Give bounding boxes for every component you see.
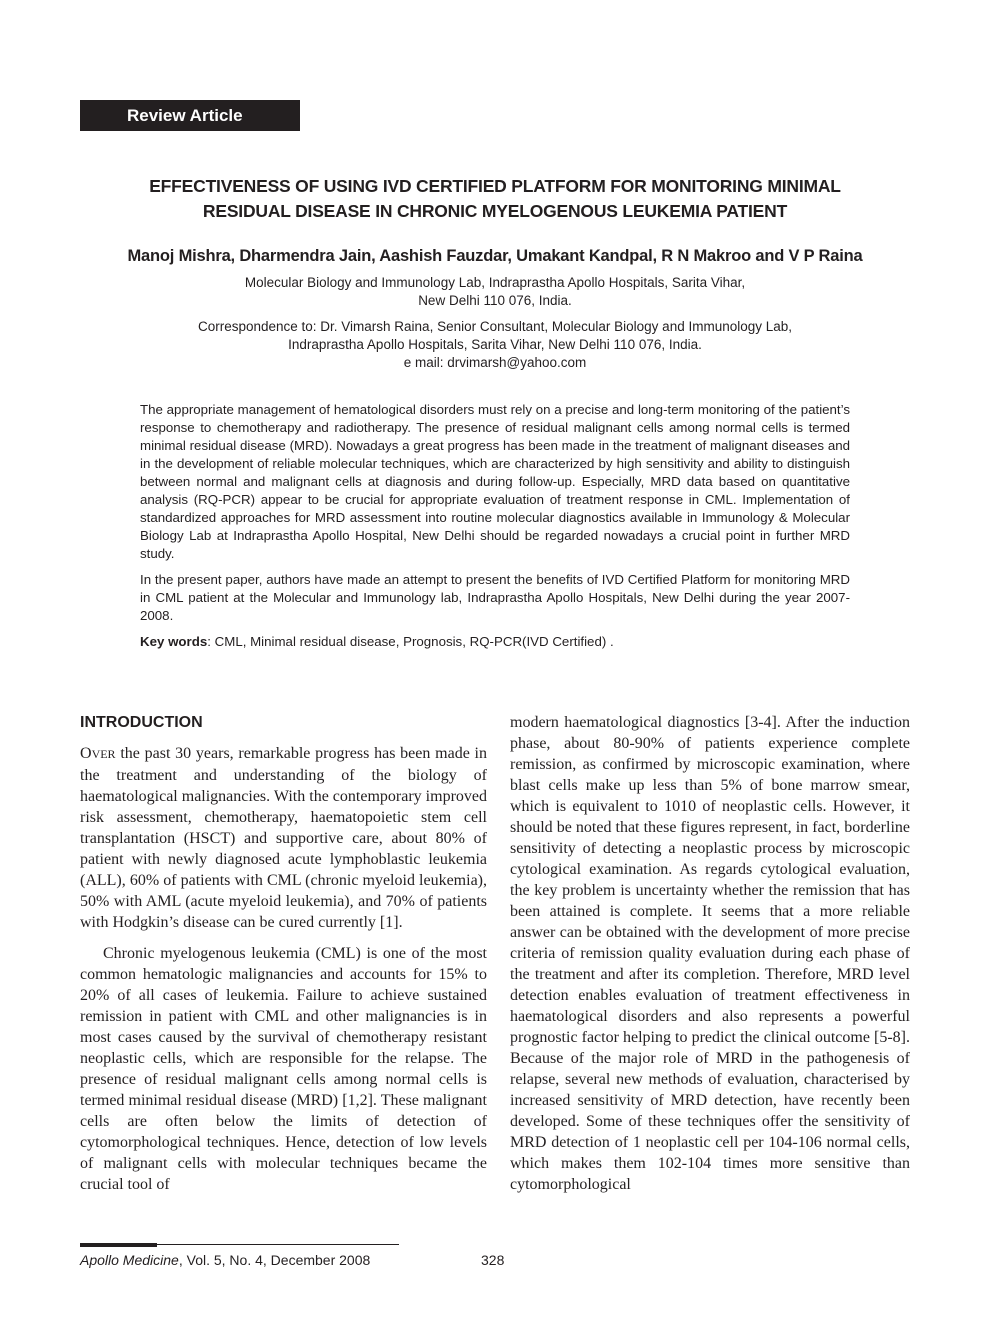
affiliation-line-2: New Delhi 110 076, India. xyxy=(418,293,572,308)
footer-rule-thin xyxy=(157,1244,399,1245)
intro-paragraph-2: Chronic myelogenous leukemia (CML) is one of the most common hematologic malignancies and accounts for 15% to 20% of all cases of leukemia. Failure to achieve sustained remission in patient with CML and other malignancies is in most cases caused by the survival of chemotherapy resistant neoplastic cells, which are responsible for the relapse. The presence of residual malignant cells among normal cells is termed minimal residual disease (MRD) [1,2]. These malignant cells are often below the limits of detection of cytomorphological techniques. Hence, detection of low levels of malignant cells with molecular techniques became the crucial tool of xyxy=(80,945,487,1193)
intro-first-letter: O xyxy=(80,745,92,762)
affiliation-line-1: Molecular Biology and Immunology Lab, Indraprastha Apollo Hospitals, Sarita Vihar, xyxy=(244,275,746,290)
correspondence xyxy=(80,318,910,372)
title-line-2: RESIDUAL DISEASE IN CHRONIC MYELOGENOUS LEUKEMIA PATIENT xyxy=(202,201,788,221)
intro-paragraph-1-text: the past 30 years, remarkable progress has been made in the treatment and understanding of the biology of haematological malignancies. With the contemporary improved risk assessment, chemotherapy, haematopoietic stem cell transplantation (HSCT) and supportive care, about 80% of patient with newly diagnosed acute lymphoblastic leukemia (ALL), 60% of patients with CML (chronic myeloid leukemia), 50% with AML (acute myeloid leukemia), and 70% of patients with Hodgkin’s disease can be cured currently [1]. xyxy=(80,745,487,931)
intro-smallcaps: VER xyxy=(91,747,116,761)
footer-journal-name: Apollo Medicine xyxy=(80,1252,179,1268)
footer-rule-thick xyxy=(80,1243,157,1247)
correspondence-email: e mail: drvimarsh@yahoo.com xyxy=(403,355,587,370)
article-type-badge: Review Article xyxy=(80,100,300,131)
keywords-text: : CML, Minimal residual disease, Prognosis, RQ-PCR(IVD Certified) . xyxy=(207,634,614,649)
correspondence-line-1: Correspondence to: Dr. Vimarsh Raina, Senior Consultant, Molecular Biology and Immunology Lab, xyxy=(197,319,793,334)
abstract-paragraph-1: The appropriate management of hematological disorders must rely on a precise and long-term monitoring of the patient’s response to chemotherapy and radiotherapy. The presence of residual malignant cells among normal cells is termed minimal residual disease (MRD). Nowadays a great progress has been made in the treatment of malignant diseases and in the development of reliable molecular techniques, which are characterized by high sensitivity and ability to distinguish between normal and malignant cells at diagnosis and during follow-up. Especially, MRD data based on quantitative analysis (RQ-PCR) appear to be crucial for appropriate evaluation of treatment response in CML. Implementation of standardized approaches for MRD assessment into routine molecular diagnostics available in Immunology & Molecular Biology Lab at Indraprastha Apollo Hospital, New Delhi should be regarded nowadays a crucial point in further MRD study. xyxy=(140,402,850,561)
right-column-paragraph: modern haematological diagnostics [3-4]. After the induction phase, about 80-90% of patients experience complete remission, as confirmed by microscopic examination, where blast cells make up less than 5% of bone marrow smear, which is equivalent to 1010 of neoplastic cells. However, it should be noted that these figures represent, in fact, borderline sensitivity of detecting a neoplastic process by microscopic cytological examination. As regards cytological evaluation, the key problem is uncertainty whether the remission that has been attained is complete. It seems that a more reliable answer can be obtained with the development of more precise criteria of remission quality evaluation during each phase of the treatment and after its completion. Therefore, MRD level detection enables evaluation of treatment effectiveness in haematological disorders and also represents a powerful prognostic factor helping to predict the clinical outcome [5-8]. Because of the major role of MRD in the pathogenesis of relapse, several new methods of evaluation, characterised by increased sensitivity of MRD detection, have recently been developed. Some of these techniques offer the sensitivity of MRD detection of 1 neoplastic cell per 104-106 normal cells, which makes them 102-104 times more sensitive than cytomorphological xyxy=(510,714,910,1193)
affiliation xyxy=(80,274,910,310)
keywords xyxy=(140,633,850,651)
section-heading-introduction: INTRODUCTION xyxy=(80,714,203,731)
footer-citation-details: , Vol. 5, No. 4, December 2008 xyxy=(178,1252,371,1268)
article-title xyxy=(80,174,910,224)
abstract-paragraph-2: In the present paper, authors have made an attempt to present the benefits of IVD Certified Platform for monitoring MRD in CML patient at the Molecular and Immunology lab, Indraprastha Apollo Hospitals, New Delhi during the year 2007-2008. xyxy=(140,572,850,623)
body-column-left xyxy=(80,712,487,1205)
author-list: Manoj Mishra, Dharmendra Jain, Aashish Fauzdar, Umakant Kandpal, R N Makroo and V P Raina xyxy=(127,247,863,265)
page-number: 328 xyxy=(481,1252,505,1268)
keywords-label: Key words xyxy=(140,634,208,649)
correspondence-line-2: Indraprastha Apollo Hospitals, Sarita Vihar, New Delhi 110 076, India. xyxy=(288,337,702,352)
footer-citation xyxy=(80,1251,370,1269)
title-line-1: EFFECTIVENESS OF USING IVD CERTIFIED PLATFORM FOR MONITORING MINIMAL xyxy=(149,176,841,196)
intro-paragraph-1 xyxy=(80,743,487,933)
abstract xyxy=(140,401,850,659)
body-column-right xyxy=(510,712,910,1205)
